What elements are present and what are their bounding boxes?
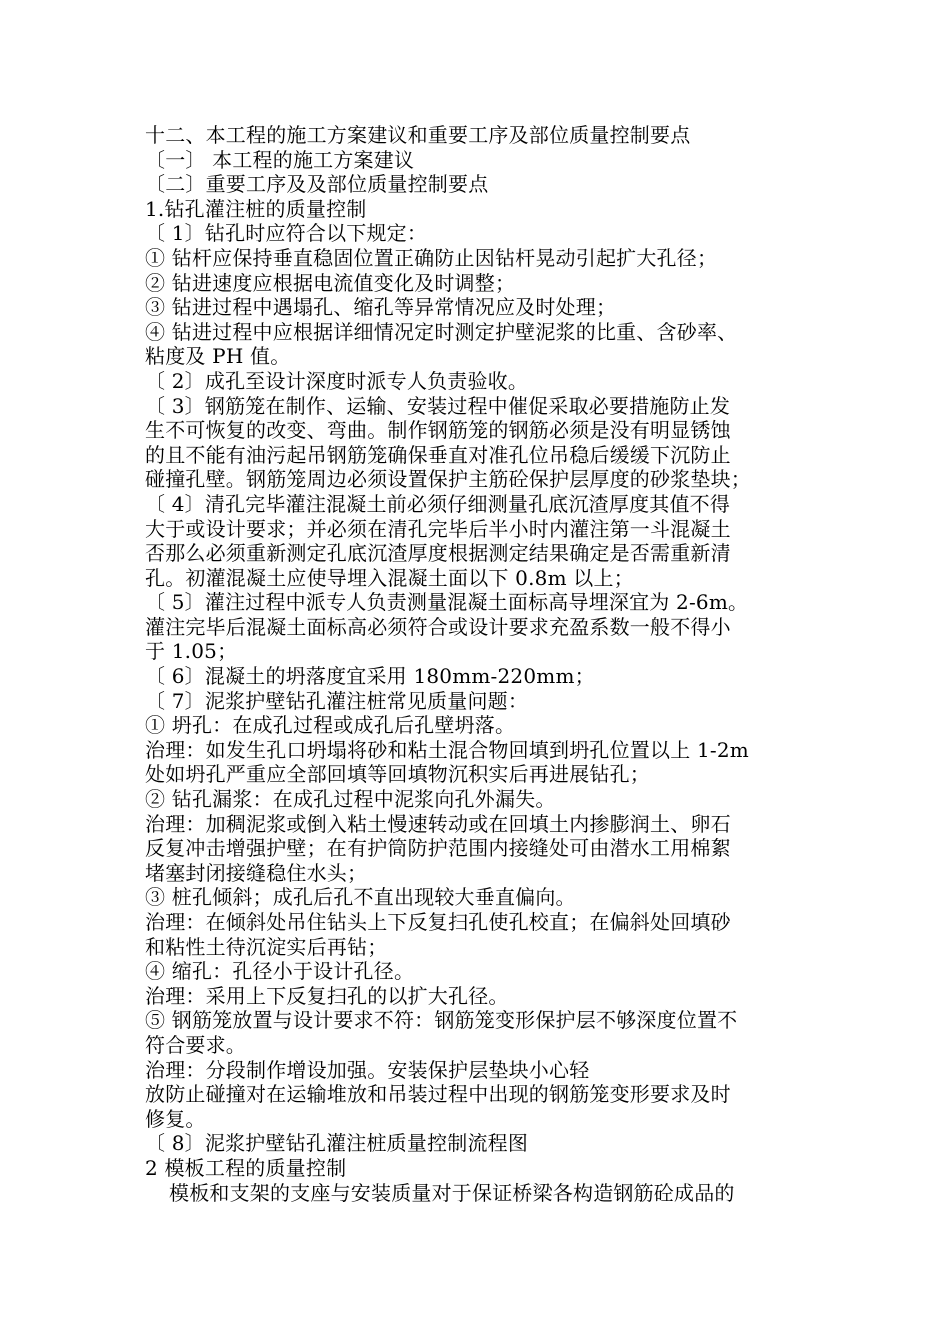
- text-line: 否那么必须重新测定孔底沉渣厚度根据测定结果确定是否需重新清: [145, 541, 731, 566]
- text-line: 〔 7〕泥浆护壁钻孔灌注桩常见质量问题：: [145, 688, 529, 713]
- text-line: 治理：加稠泥浆或倒入粘土慢速转动或在回填土内掺膨润土、卵石: [145, 811, 731, 836]
- text-line: 〔 3〕钢筋笼在制作、运输、安装过程中催促采取必要措施防止发: [145, 393, 731, 418]
- text-line: 治理：采用上下反复扫孔的以扩大孔径。: [145, 983, 509, 1008]
- text-line: 粘度及 PH 值。: [145, 344, 291, 369]
- text-line: ③ 桩孔倾斜；成孔后孔不直出现较大垂直偏向。: [145, 885, 576, 910]
- document-body: [145, 123, 810, 1205]
- text-line: 生不可恢复的改变、弯曲。制作钢筋笼的钢筋必须是没有明显锈蚀: [145, 418, 731, 443]
- subsection-heading: 〔二〕重要工序及及部位质量控制要点: [145, 172, 489, 197]
- text-line: ② 钻进速度应根据电流值变化及时调整；: [145, 270, 516, 295]
- text-line: ① 钻杆应保持垂直稳固位置正确防止因钻杆晃动引起扩大孔径；: [145, 245, 718, 270]
- text-line: ② 钻孔漏浆：在成孔过程中泥浆向孔外漏失。: [145, 787, 556, 812]
- text-line: ④ 钻进过程中应根据详细情况定时测定护壁泥浆的比重、含砂率、: [145, 319, 738, 344]
- text-line: 〔 8〕泥浆护壁钻孔灌注桩质量控制流程图: [145, 1131, 529, 1156]
- text-line: 堵塞封闭接缝稳住水头；: [145, 860, 368, 885]
- text-line: 〔 1〕钻孔时应符合以下规定：: [145, 221, 428, 246]
- text-line: 孔。初灌混凝土应使导埋入混凝土面以下 0.8m 以上；: [145, 565, 634, 590]
- text-line: 〔 2〕成孔至设计深度时派专人负责验收。: [145, 368, 529, 393]
- text-line: ① 坍孔：在成孔过程或成孔后孔壁坍落。: [145, 713, 516, 738]
- text-line: 放防止碰撞对在运输堆放和吊装过程中出现的钢筋笼变形要求及时: [145, 1082, 731, 1107]
- subsection-heading: 〔一〕 本工程的施工方案建议: [145, 147, 415, 172]
- text-line: 和粘性土待沉淀实后再钻；: [145, 934, 388, 959]
- text-line: 〔 6〕混凝土的坍落度宜采用 180mm-220mm；: [145, 664, 595, 689]
- text-line: 治理：在倾斜处吊住钻头上下反复扫孔使孔校直；在偏斜处回填砂: [145, 910, 731, 934]
- text-line: 反复冲击增强护壁；在有护筒防护范围内接缝处可由潜水工用棉絮: [145, 836, 731, 861]
- text-line: 修复。: [145, 1106, 206, 1131]
- text-line: 治理：如发生孔口坍塌将砂和粘土混合物回填到坍孔位置以上 1-2m: [145, 737, 749, 762]
- text-line: ③ 钻进过程中遇塌孔、缩孔等异常情况应及时处理；: [145, 295, 617, 320]
- text-line: ④ 缩孔：孔径小于设计孔径。: [145, 959, 415, 984]
- text-line: 治理：分段制作增设加强。安装保护层垫块小心轻: [145, 1057, 590, 1082]
- text-line: 处如坍孔严重应全部回填等回填物沉积实后再进展钻孔；: [145, 762, 650, 787]
- item-heading: 2 模板工程的质量控制: [145, 1155, 347, 1180]
- text-line: 碰撞孔壁。钢筋笼周边必须设置保护主筋砼保护层厚度的砂浆垫块；: [145, 467, 751, 492]
- text-line: ⑤ 钢筋笼放置与设计要求不符：钢筋笼变形保护层不够深度位置不: [145, 1008, 738, 1033]
- text-line: 灌注完毕后混凝土面标高必须符合或设计要求充盈系数一般不得小: [145, 614, 731, 639]
- text-line: 〔 5〕灌注过程中派专人负责测量混凝土面标高导埋深宜为 2-6m。: [145, 590, 749, 615]
- text-line: 于 1.05；: [145, 639, 238, 664]
- text-line: 的且不能有油污起吊钢筋笼确保垂直对准孔位吊稳后缓缓下沉防止: [145, 442, 731, 467]
- section-heading: 十二、本工程的施工方案建议和重要工序及部位质量控制要点: [145, 123, 691, 147]
- text-line: 大于或设计要求；并必须在清孔完毕后半小时内灌注第一斗混凝土: [145, 516, 731, 541]
- text-line: 符合要求。: [145, 1032, 246, 1057]
- item-heading: 1.钻孔灌注桩的质量控制: [145, 196, 367, 221]
- paragraph-first-line: 模板和支架的支座与安装质量对于保证桥梁各构造钢筋砼成品的: [169, 1180, 735, 1205]
- text-line: 〔 4〕清孔完毕灌注混凝土前必须仔细测量孔底沉渣厚度其值不得: [145, 491, 731, 516]
